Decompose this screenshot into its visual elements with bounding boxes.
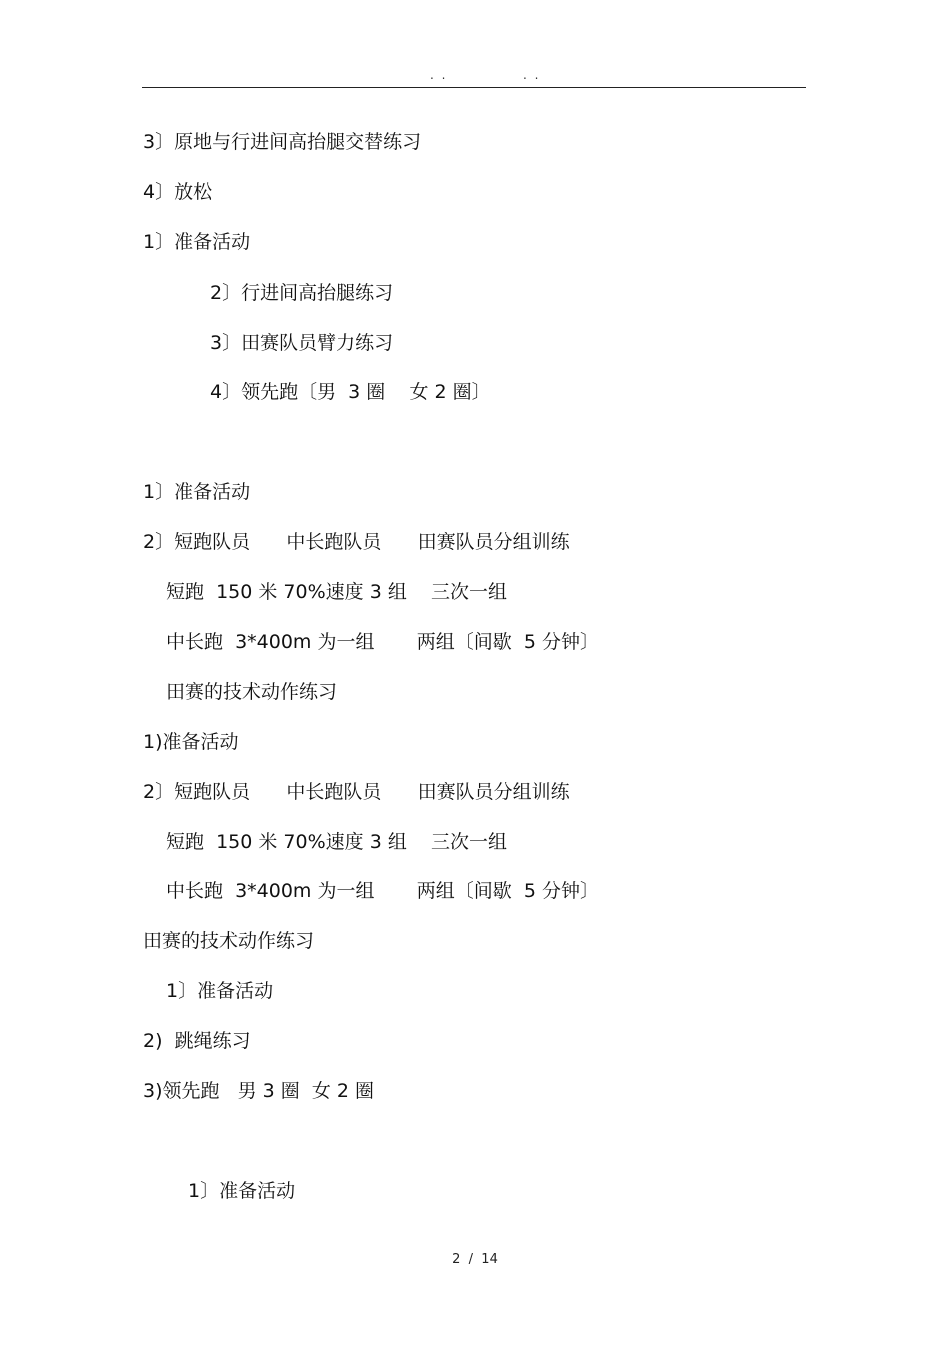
page-header-text: . . . . bbox=[430, 68, 541, 82]
text-line: 4〕放松 bbox=[143, 181, 213, 203]
text-line: 2〕短跑队员 中长跑队员 田赛队员分组训练 bbox=[143, 531, 570, 553]
text-line: 1)准备活动 bbox=[143, 731, 239, 753]
text-line: 2〕行进间高抬腿练习 bbox=[210, 282, 394, 304]
page-number: 2 / 14 bbox=[452, 1252, 498, 1267]
text-line: 1〕准备活动 bbox=[143, 231, 251, 253]
text-line: 3〕田赛队员臂力练习 bbox=[210, 332, 394, 354]
text-line: 1〕准备活动 bbox=[143, 481, 251, 503]
text-line: 1〕准备活动 bbox=[188, 1180, 296, 1202]
text-line: 田赛的技术动作练习 bbox=[143, 930, 315, 952]
text-line: 中长跑 3*400m 为一组 两组〔间歇 5 分钟〕 bbox=[166, 880, 599, 902]
text-line: 3)领先跑 男 3 圈 女 2 圈 bbox=[143, 1080, 375, 1102]
text-line: 1〕准备活动 bbox=[166, 980, 274, 1002]
text-line: 短跑 150 米 70%速度 3 组 三次一组 bbox=[166, 581, 507, 603]
text-line: 3〕原地与行进间高抬腿交替练习 bbox=[143, 131, 422, 153]
text-line: 2) 跳绳练习 bbox=[143, 1030, 251, 1052]
text-line: 中长跑 3*400m 为一组 两组〔间歇 5 分钟〕 bbox=[166, 631, 599, 653]
header-rule bbox=[142, 87, 806, 88]
text-line: 田赛的技术动作练习 bbox=[166, 681, 338, 703]
text-line: 4〕领先跑〔男 3 圈 女 2 圈〕 bbox=[210, 381, 491, 403]
text-line: 2〕短跑队员 中长跑队员 田赛队员分组训练 bbox=[143, 781, 570, 803]
text-line: 短跑 150 米 70%速度 3 组 三次一组 bbox=[166, 831, 507, 853]
